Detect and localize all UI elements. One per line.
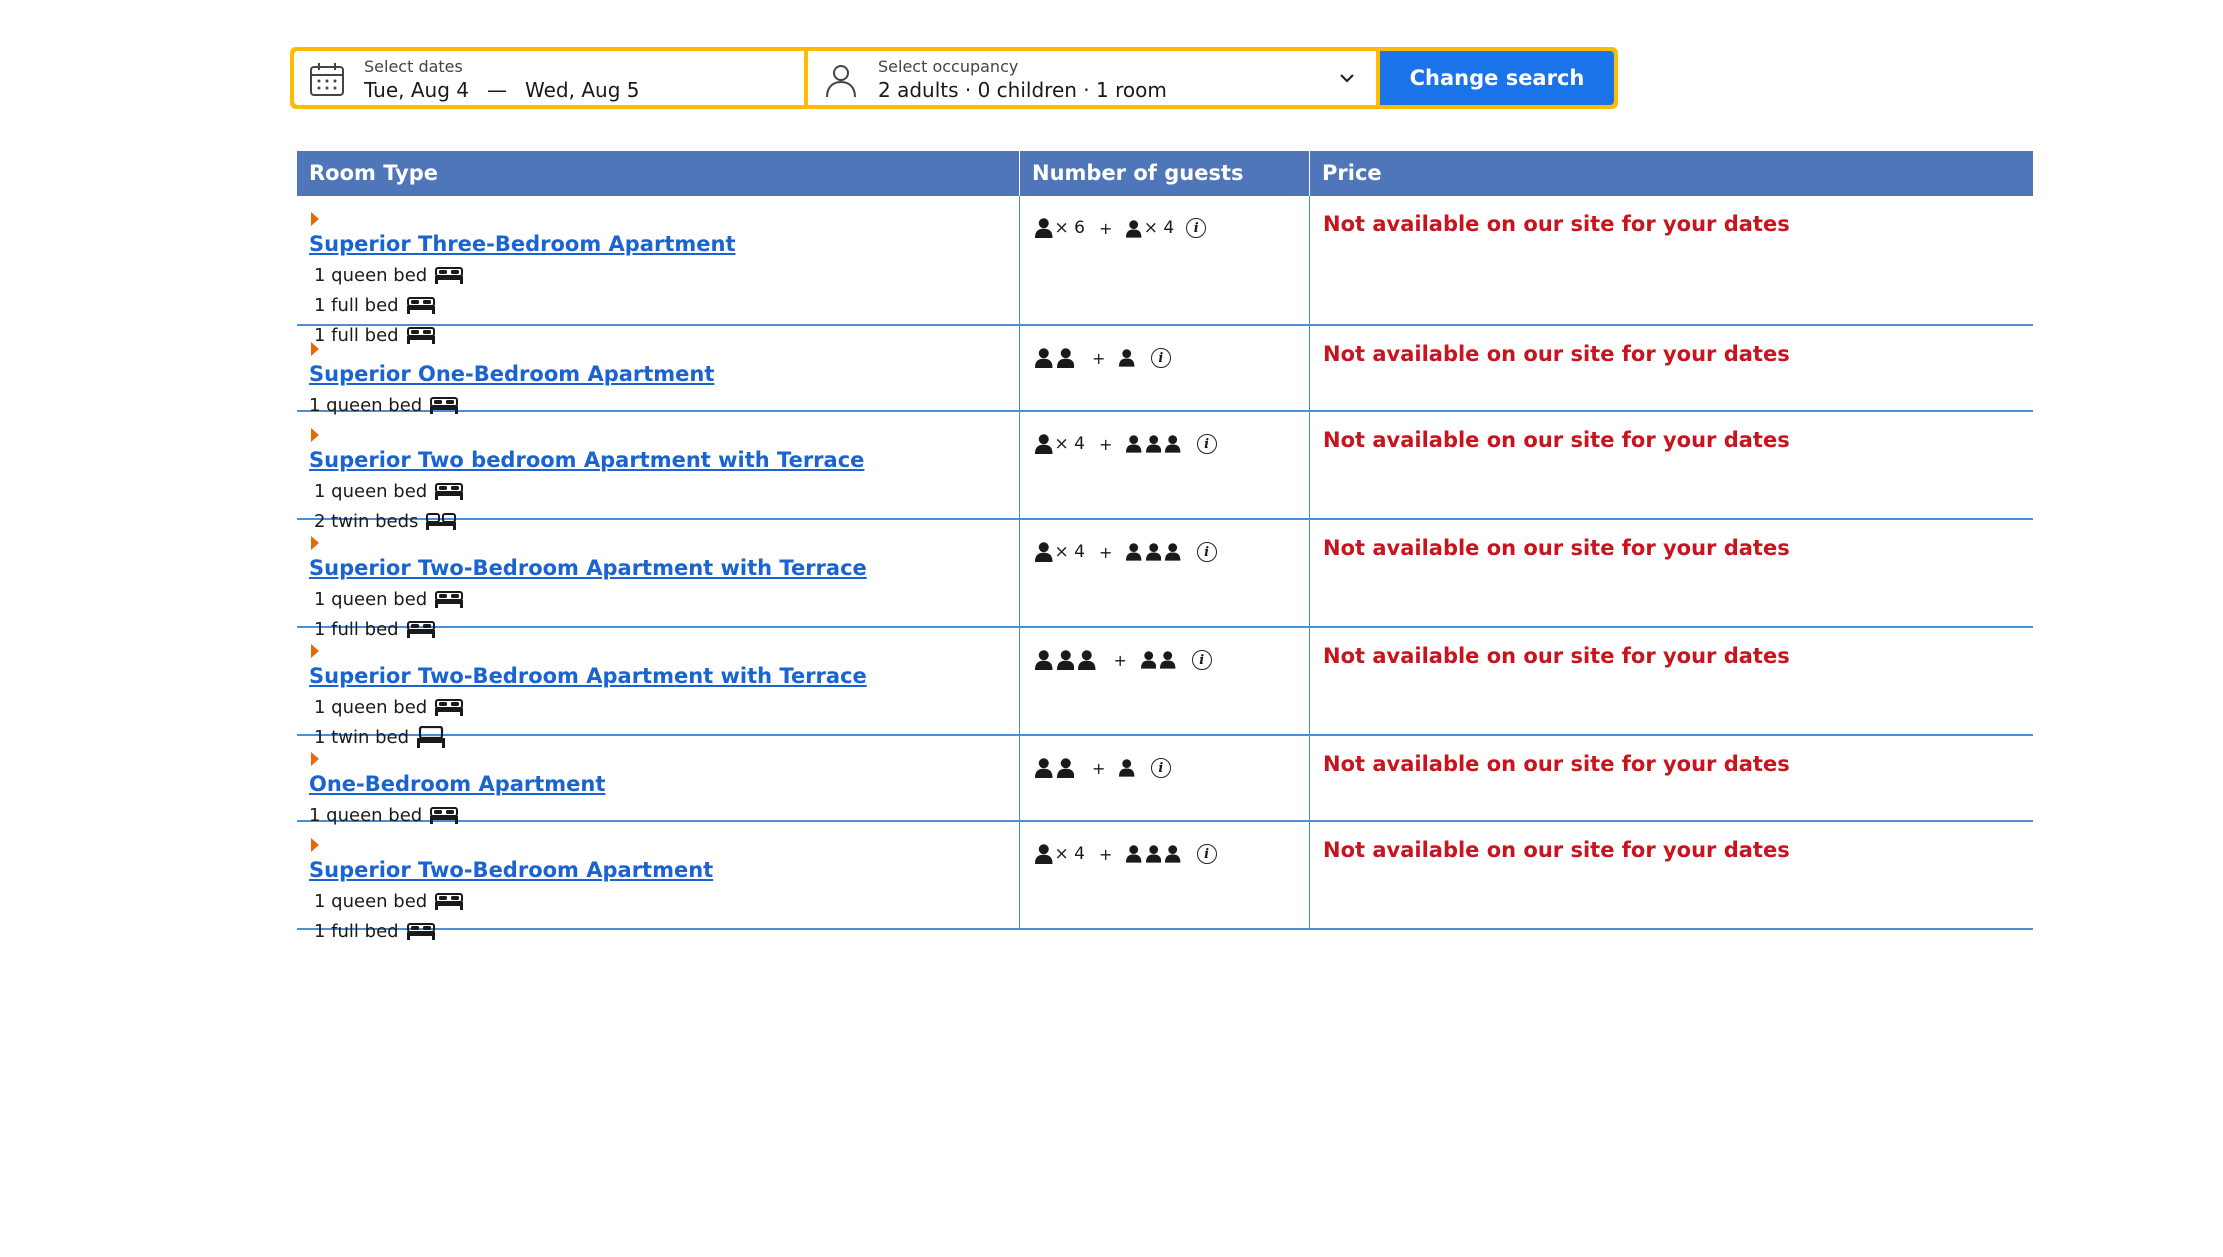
table-row	[297, 736, 2033, 826]
price-unavailable-text: Not available on our site for your dates	[1323, 838, 1790, 862]
room-type-cell	[309, 428, 864, 532]
expand-caret-icon[interactable]	[311, 838, 319, 852]
room-type-cell	[309, 752, 605, 826]
table-row	[297, 628, 2033, 748]
info-icon[interactable]: i	[1197, 434, 1217, 454]
column-divider	[1019, 736, 1020, 822]
adult-icon	[1035, 348, 1053, 368]
guests-cell	[1035, 218, 1206, 238]
bed-label: 1 queen bed	[309, 394, 423, 416]
occupancy-value: 2 adults · 0 children · 1 room	[878, 78, 1167, 102]
child-icon	[1119, 349, 1134, 367]
info-icon[interactable]: i	[1186, 218, 1206, 238]
adult-icon	[1035, 844, 1053, 864]
plus-sign: +	[1098, 434, 1113, 454]
queen-bed-icon	[435, 698, 463, 716]
adult-icon	[1035, 758, 1053, 778]
bed-info	[309, 480, 864, 502]
bed-info	[309, 294, 735, 316]
checkin-date: Tue, Aug 4	[364, 78, 470, 102]
bed-label: 1 twin bed	[314, 726, 410, 748]
child-group	[1119, 349, 1138, 367]
full-bed-icon	[407, 296, 435, 314]
queen-bed-icon	[435, 482, 463, 500]
bed-label: 1 full bed	[314, 920, 399, 942]
child-icon	[1141, 651, 1156, 669]
column-divider	[1309, 196, 1310, 326]
table-body	[297, 196, 2033, 942]
bed-label: 1 full bed	[314, 324, 399, 346]
column-divider	[1309, 628, 1310, 736]
room-name-link[interactable]: Superior Two-Bedroom Apartment	[309, 858, 714, 882]
checkout-date: Wed, Aug 5	[525, 78, 640, 102]
table-row	[297, 412, 2033, 532]
guests-cell	[1035, 758, 1171, 778]
room-name-link[interactable]: One-Bedroom Apartment	[309, 772, 606, 796]
expand-caret-icon[interactable]	[311, 428, 319, 442]
adult-count: × 4	[1054, 844, 1085, 864]
queen-bed-icon	[435, 892, 463, 910]
bed-info	[309, 890, 713, 912]
child-group	[1126, 543, 1184, 561]
bed-label: 1 queen bed	[314, 696, 428, 718]
room-table	[297, 151, 2033, 942]
info-icon[interactable]: i	[1151, 758, 1171, 778]
child-group	[1119, 759, 1138, 777]
header-number-of-guests: Number of guests	[1019, 151, 1309, 196]
expand-caret-icon[interactable]	[311, 212, 319, 226]
column-divider	[1019, 326, 1020, 412]
adult-group	[1035, 434, 1085, 454]
child-group	[1126, 435, 1184, 453]
room-name-link[interactable]: Superior Two-Bedroom Apartment with Terrace	[309, 664, 867, 688]
full-bed-icon	[407, 922, 435, 940]
child-icon	[1126, 435, 1141, 453]
child-icon	[1119, 759, 1134, 777]
adult-icon	[1035, 542, 1053, 562]
child-group	[1126, 218, 1174, 238]
room-type-cell	[309, 342, 714, 416]
adult-icon	[1057, 758, 1075, 778]
dates-value	[364, 78, 639, 102]
guests-cell	[1035, 434, 1217, 454]
adult-count: × 4	[1054, 542, 1085, 562]
person-icon	[822, 61, 860, 99]
adult-count: × 4	[1054, 434, 1085, 454]
bed-info	[309, 588, 867, 610]
bed-label: 2 twin beds	[314, 510, 419, 532]
room-name-link[interactable]: Superior Two-Bedroom Apartment with Terrace	[309, 556, 867, 580]
child-icon	[1146, 543, 1161, 561]
child-icon	[1126, 220, 1141, 238]
plus-sign: +	[1092, 348, 1106, 368]
date-picker[interactable]	[294, 51, 804, 105]
plus-sign: +	[1098, 218, 1113, 238]
plus-sign: +	[1092, 758, 1106, 778]
price-unavailable-text: Not available on our site for your dates	[1323, 644, 1790, 668]
bed-label: 1 queen bed	[314, 264, 428, 286]
column-divider	[1309, 520, 1310, 628]
child-icon	[1165, 435, 1180, 453]
expand-caret-icon[interactable]	[311, 752, 319, 766]
adult-icon	[1057, 348, 1075, 368]
table-row	[297, 822, 2033, 942]
price-unavailable-text: Not available on our site for your dates	[1323, 428, 1790, 452]
column-divider	[1309, 736, 1310, 822]
adult-group	[1035, 218, 1085, 238]
plus-sign: +	[1098, 844, 1113, 864]
guests-cell	[1035, 650, 1212, 670]
adult-group	[1035, 542, 1085, 562]
info-icon[interactable]: i	[1197, 542, 1217, 562]
price-unavailable-text: Not available on our site for your dates	[1323, 536, 1790, 560]
queen-bed-icon	[435, 590, 463, 608]
adult-group	[1035, 650, 1100, 670]
info-icon[interactable]: i	[1151, 348, 1171, 368]
adult-icon	[1035, 218, 1053, 238]
expand-caret-icon[interactable]	[311, 644, 319, 658]
queen-bed-icon	[435, 266, 463, 284]
plus-sign: +	[1098, 542, 1113, 562]
column-divider	[1309, 822, 1310, 930]
column-divider	[1019, 196, 1020, 326]
adult-icon	[1035, 650, 1053, 670]
plus-sign: +	[1113, 650, 1127, 670]
child-icon	[1126, 543, 1141, 561]
child-count: × 4	[1143, 218, 1175, 238]
price-unavailable-text: Not available on our site for your dates	[1323, 752, 1790, 776]
search-bar	[290, 47, 1618, 109]
child-icon	[1160, 651, 1175, 669]
column-divider	[1309, 412, 1310, 520]
child-icon	[1126, 845, 1141, 863]
header-price: Price	[1309, 151, 2033, 196]
child-group	[1141, 651, 1180, 669]
adult-group	[1035, 758, 1078, 778]
child-icon	[1146, 435, 1161, 453]
bed-label: 1 queen bed	[314, 480, 428, 502]
table-row	[297, 326, 2033, 416]
expand-caret-icon[interactable]	[311, 342, 319, 356]
room-type-cell	[309, 536, 867, 640]
room-name-link[interactable]: Superior Three-Bedroom Apartment	[309, 232, 736, 256]
guests-cell	[1035, 844, 1217, 864]
column-divider	[1019, 520, 1020, 628]
bed-info	[309, 920, 713, 942]
guests-cell	[1035, 542, 1217, 562]
adult-count: × 6	[1054, 218, 1085, 238]
child-group	[1126, 845, 1184, 863]
room-type-cell	[309, 644, 867, 748]
column-divider	[1019, 628, 1020, 736]
table-header	[297, 151, 2033, 196]
expand-caret-icon[interactable]	[311, 536, 319, 550]
chevron-down-icon	[1338, 69, 1356, 87]
occupancy-label: Select occupancy	[878, 57, 1019, 76]
bed-info	[309, 264, 735, 286]
column-divider	[1019, 412, 1020, 520]
child-icon	[1165, 845, 1180, 863]
adult-icon	[1035, 434, 1053, 454]
table-row	[297, 520, 2033, 640]
room-name-link[interactable]: Superior Two bedroom Apartment with Terrace	[309, 448, 865, 472]
child-icon	[1146, 845, 1161, 863]
bed-label: 1 queen bed	[314, 890, 428, 912]
table-row	[297, 196, 2033, 346]
dates-label: Select dates	[364, 57, 463, 76]
bed-info	[309, 696, 867, 718]
child-icon	[1165, 543, 1180, 561]
adult-icon	[1057, 650, 1075, 670]
price-unavailable-text: Not available on our site for your dates	[1323, 342, 1790, 366]
change-search-button[interactable]: Change search	[1380, 51, 1614, 105]
room-type-cell	[309, 838, 713, 942]
bed-label: 1 queen bed	[314, 588, 428, 610]
price-unavailable-text: Not available on our site for your dates	[1323, 212, 1790, 236]
info-icon[interactable]: i	[1197, 844, 1217, 864]
header-room-type: Room Type	[309, 161, 439, 185]
column-divider	[1019, 822, 1020, 930]
column-divider	[1309, 326, 1310, 412]
bed-label: 1 queen bed	[309, 804, 423, 826]
calendar-icon	[308, 61, 346, 99]
adult-group	[1035, 844, 1085, 864]
date-separator: —	[487, 78, 508, 102]
room-name-link[interactable]: Superior One-Bedroom Apartment	[309, 362, 715, 386]
occupancy-selector[interactable]	[808, 51, 1376, 105]
info-icon[interactable]: i	[1192, 650, 1212, 670]
bed-label: 1 full bed	[314, 618, 399, 640]
guests-cell	[1035, 348, 1171, 368]
adult-icon	[1078, 650, 1096, 670]
bed-label: 1 full bed	[314, 294, 399, 316]
adult-group	[1035, 348, 1078, 368]
